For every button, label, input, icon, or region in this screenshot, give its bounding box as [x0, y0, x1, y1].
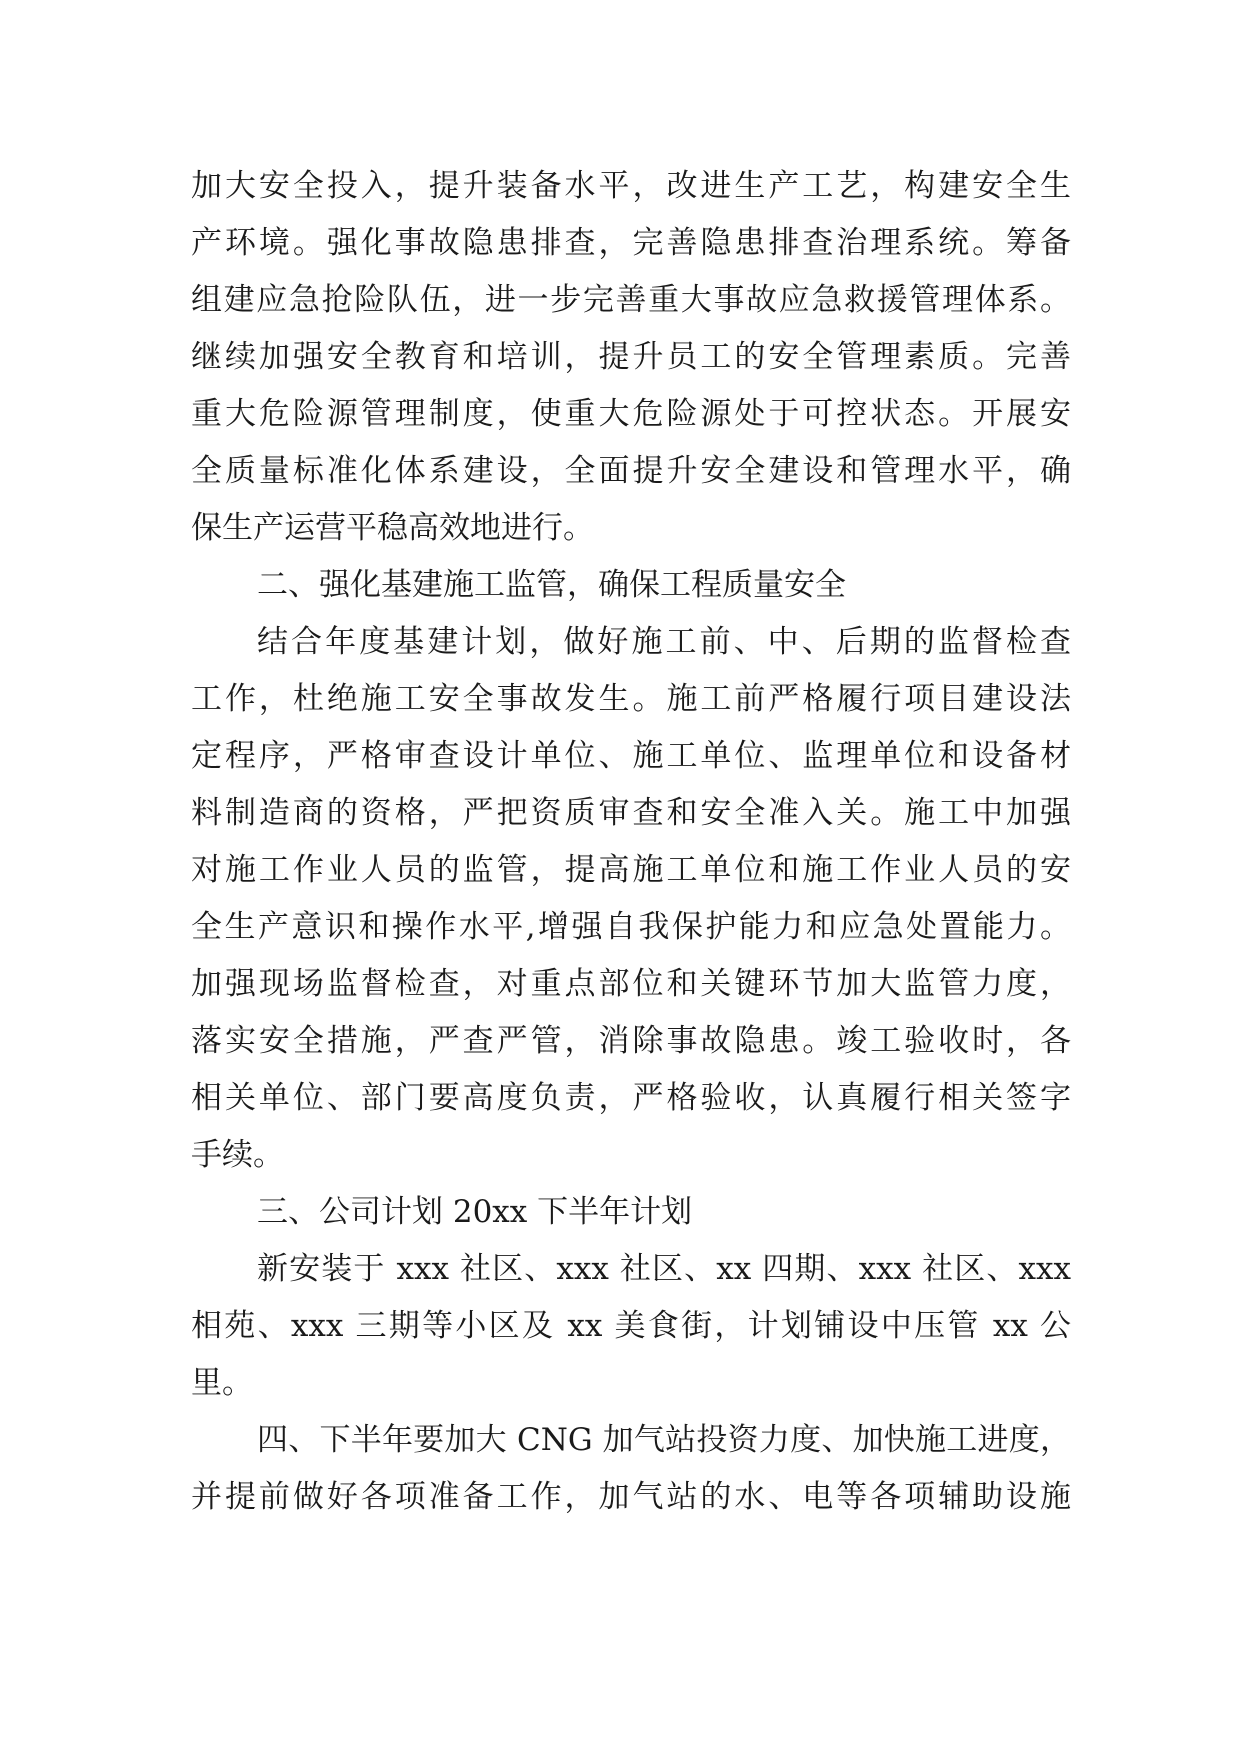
paragraph-line: 落实安全措施，严查严管，消除事故隐患。竣工验收时，各 — [191, 1023, 1071, 1059]
paragraph-line: 手续。 — [191, 1137, 284, 1173]
paragraph-line: 加强现场监督检查，对重点部位和关键环节加大监管力度， — [191, 966, 1071, 1002]
document-body — [191, 158, 1071, 1526]
paragraph-line: 定程序，严格审查设计单位、施工单位、监理单位和设备材 — [191, 738, 1071, 774]
paragraph-line: 保生产运营平稳高效地进行。 — [191, 510, 594, 546]
paragraph-line: 里。 — [191, 1365, 253, 1401]
paragraph-line: 相关单位、部门要高度负责，严格验收，认真履行相关签字 — [191, 1080, 1071, 1116]
paragraph-line: 结合年度基建计划，做好施工前、中、后期的监督检查 — [257, 624, 1071, 660]
paragraph-line: 全生产意识和操作水平,增强自我保护能力和应急处置能力。 — [191, 909, 1071, 945]
paragraph-line: 组建应急抢险队伍，进一步完善重大事故应急救援管理体系。 — [191, 282, 1071, 318]
paragraph-line: 对施工作业人员的监管，提高施工单位和施工作业人员的安 — [191, 852, 1071, 888]
paragraph-line: 加大安全投入，提升装备水平，改进生产工艺，构建安全生 — [191, 168, 1071, 204]
paragraph-line: 继续加强安全教育和培训，提升员工的安全管理素质。完善 — [191, 339, 1071, 375]
paragraph-line: 产环境。强化事故隐患排查，完善隐患排查治理系统。筹备 — [191, 225, 1071, 261]
paragraph-line: 工作，杜绝施工安全事故发生。施工前严格履行项目建设法 — [191, 681, 1071, 717]
paragraph-line: 新安装于 xxx 社区、xxx 社区、xx 四期、xxx 社区、xxx — [257, 1251, 1071, 1287]
paragraph-line: 料制造商的资格，严把资质审查和安全准入关。施工中加强 — [191, 795, 1071, 831]
paragraph-line: 重大危险源管理制度，使重大危险源处于可控状态。开展安 — [191, 396, 1071, 432]
paragraph-line: 相苑、xxx 三期等小区及 xx 美食街，计划铺设中压管 xx 公 — [191, 1308, 1071, 1344]
section-heading: 三、公司计划 20xx 下半年计划 — [257, 1194, 693, 1230]
paragraph-line: 四、下半年要加大 CNG 加气站投资力度、加快施工进度， — [257, 1422, 1071, 1458]
paragraph-line: 并提前做好各项准备工作，加气站的水、电等各项辅助设施 — [191, 1479, 1071, 1515]
section-heading: 二、强化基建施工监管，确保工程质量安全 — [257, 567, 846, 603]
paragraph-line: 全质量标准化体系建设，全面提升安全建设和管理水平，确 — [191, 453, 1071, 489]
